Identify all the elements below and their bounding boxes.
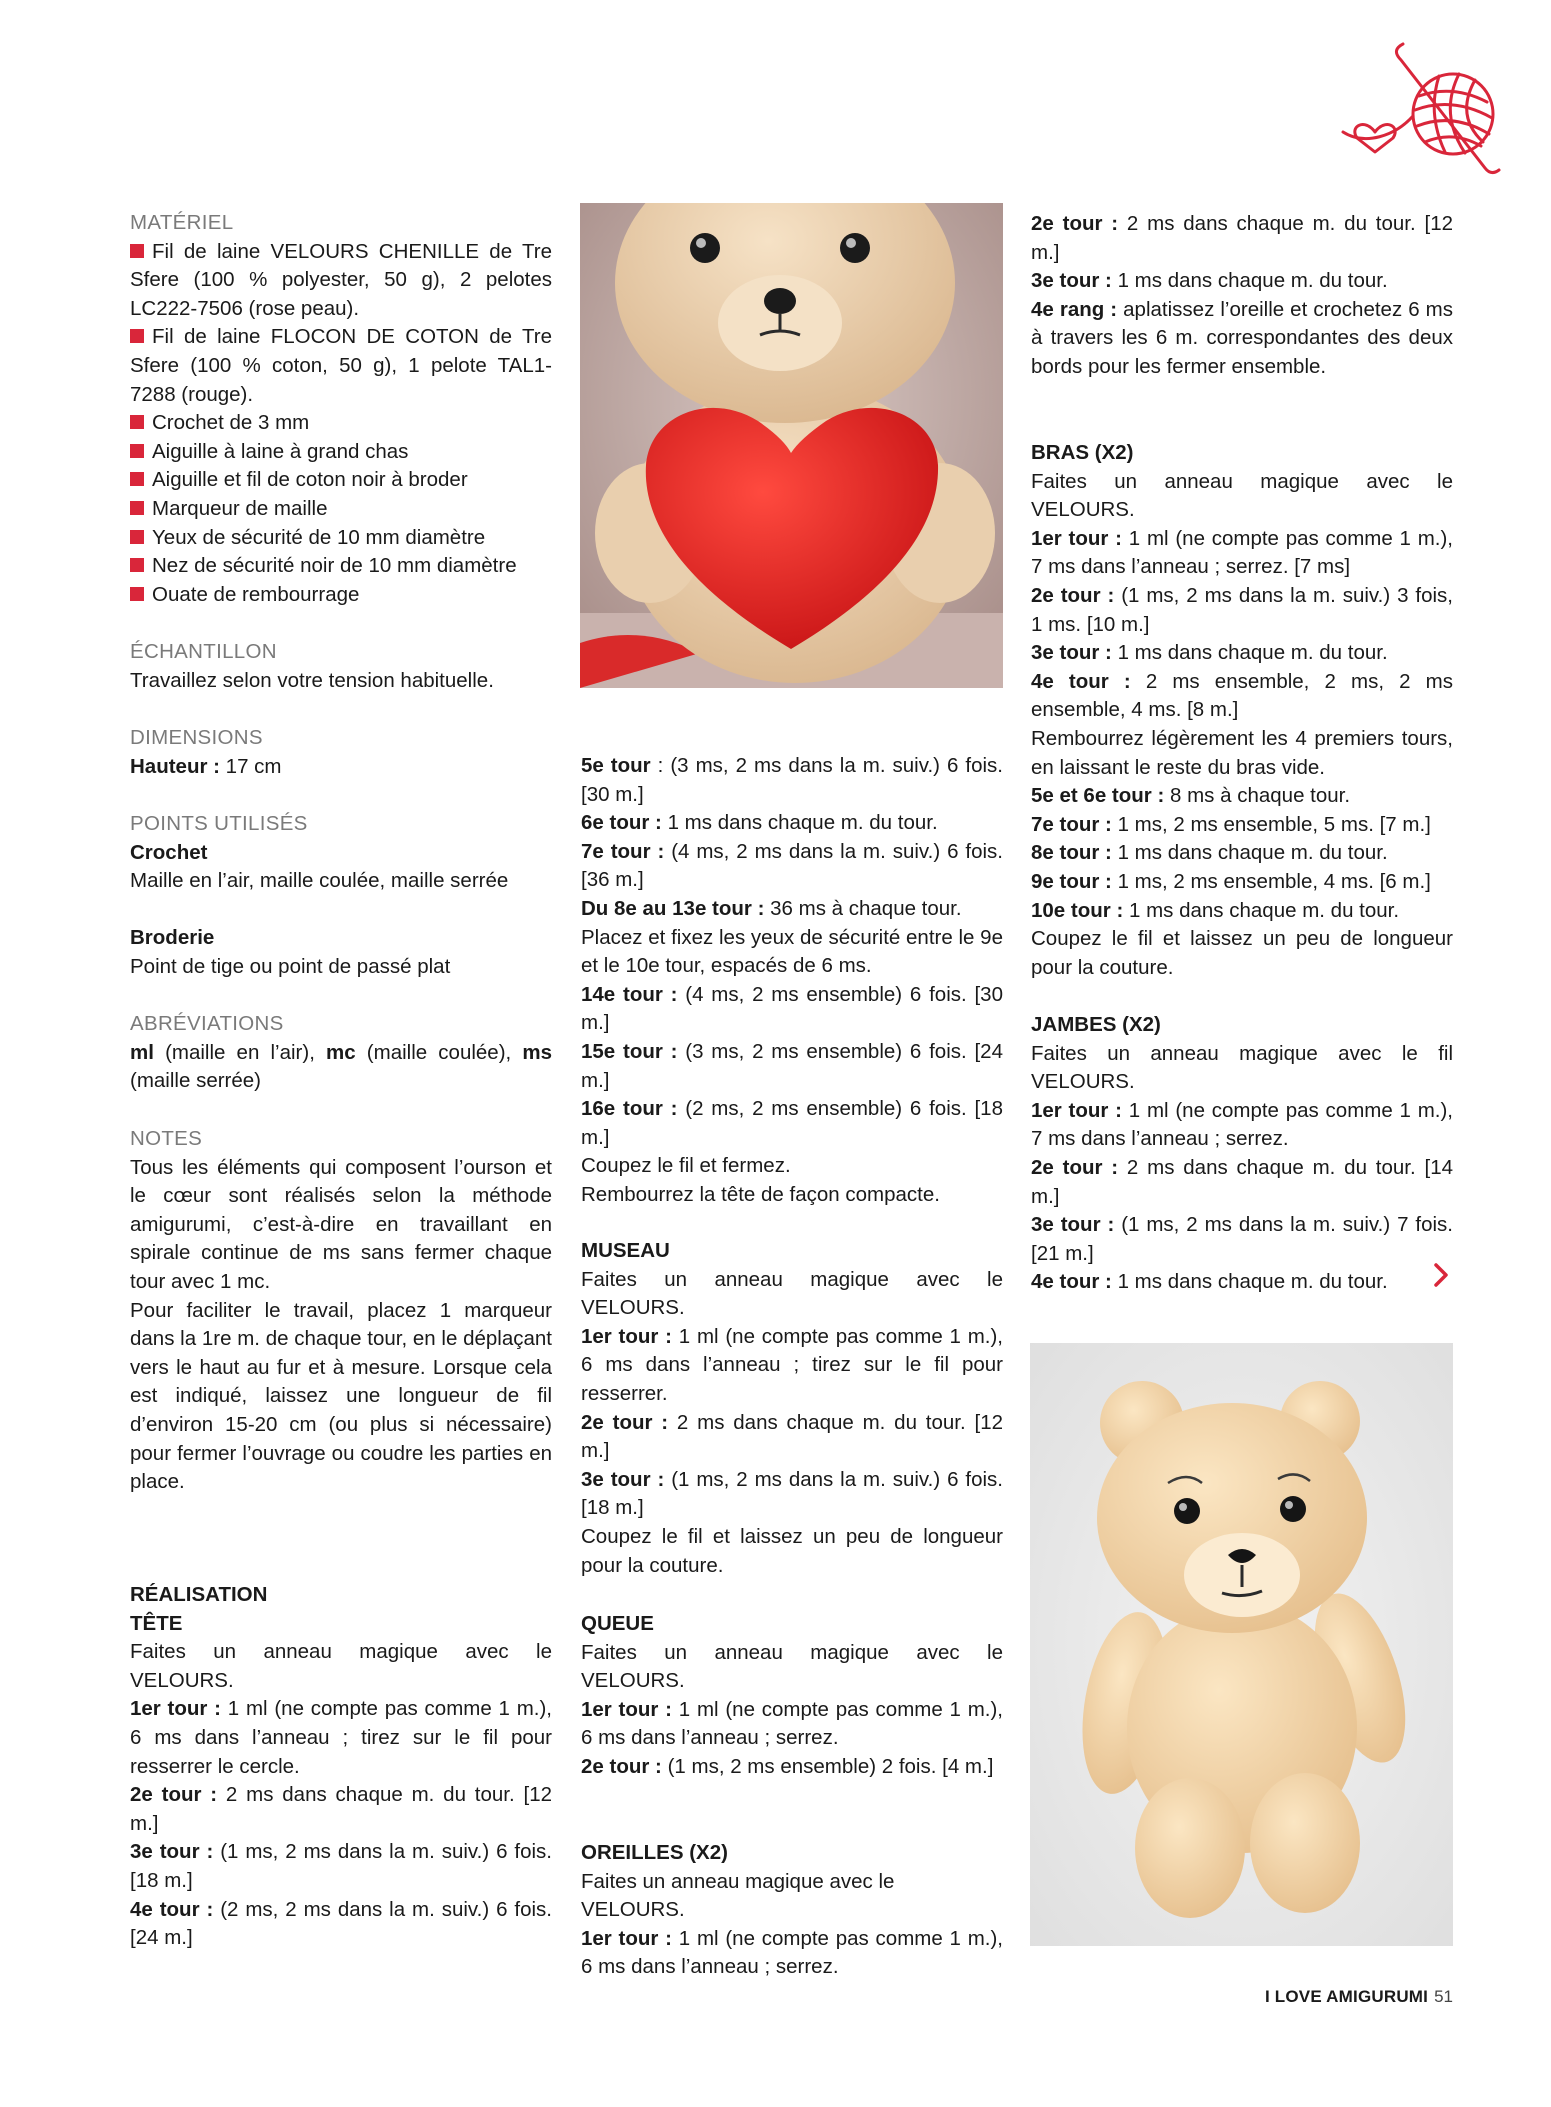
tete-row: 15e tour : (3 ms, 2 ms ensemble) 6 fois. [24 m.] [581, 1039, 1003, 1092]
bear-with-heart-photo [580, 203, 1003, 688]
magazine-name: I LOVE AMIGURUMI [1264, 1987, 1429, 2006]
notes-paragraph: Tous les éléments qui composent l’ourson et le cœur sont réalisés selon la méthode amigurumi, c’est-à-dire en travaillant en spirale continue de ms sans fermer chaque tour avec 1 mc. [130, 1155, 552, 1293]
jambes-intro: Faites un anneau magique avec le fil VELOURS. [1031, 1041, 1453, 1094]
notes-section [130, 1125, 552, 1497]
tete-row: 3e tour : (1 ms, 2 ms dans la m. suiv.) 6 fois. [18 m.] [130, 1840, 552, 1892]
materiel-item: Crochet de 3 mm [130, 409, 552, 438]
tete-row: 14e tour : (4 ms, 2 ms ensemble) 6 fois. [30 m.] [581, 982, 1003, 1035]
museau-row: 3e tour : (1 ms, 2 ms dans la m. suiv.) 6 fois. [18 m.] [581, 1467, 1003, 1520]
bras-row: 4e tour : 2 ms ensemble, 2 ms, 2 ms ensemble, 4 ms. [8 m.] [1031, 669, 1453, 722]
materiel-item: Nez de sécurité noir de 10 mm diamètre [130, 552, 552, 581]
abreviations-text: ml (maille en l’air), mc (maille coulée), ms (maille serrée) [130, 1040, 552, 1093]
square-bullet-icon [130, 587, 144, 601]
square-bullet-icon [130, 558, 144, 572]
points-section [130, 810, 552, 896]
page-footer [1265, 1987, 1453, 2007]
materiel-section [130, 209, 552, 609]
tete-row: 16e tour : (2 ms, 2 ms ensemble) 6 fois. [18 m.] [581, 1097, 1003, 1149]
echantillon-text: Travaillez selon votre tension habituelle. [130, 668, 494, 692]
bras-row: 5e et 6e tour : 8 ms à chaque tour. [1031, 784, 1351, 808]
museau-intro: Faites un anneau magique avec le VELOURS. [581, 1267, 1003, 1320]
bras-row: 2e tour : (1 ms, 2 ms dans la m. suiv.) 3 fois, 1 ms. [10 m.] [1031, 583, 1453, 636]
museau-section [581, 1237, 1003, 1580]
notes-paragraph: Pour faciliter le travail, placez 1 marqueur dans la 1re m. de chaque tour, en le déplaçant vers le haut au fur et à mesure. Lorsque cela est indiqué, laissez une longueur de fil d’environ 15-20 cm (ou plus si nécessaire) pour fermer l’ouvrage ou coudre les parties en place. [130, 1298, 552, 1494]
oreilles-section [581, 1839, 1003, 1982]
echantillon-section [130, 638, 552, 695]
broderie-label: Broderie [130, 926, 215, 949]
queue-row: 1er tour : 1 ml (ne compte pas comme 1 m.), 6 ms dans l’anneau ; serrez. [581, 1697, 1003, 1750]
oreilles-intro: Faites un anneau magique avec le VELOURS. [581, 1869, 895, 1922]
abreviations-title: ABRÉVIATIONS [130, 1012, 284, 1035]
dimensions-text: Hauteur : 17 cm [130, 754, 282, 778]
tete-row: 1er tour : 1 ml (ne compte pas comme 1 m.), 6 ms dans l’anneau ; tirez sur le fil pour resserrer le cercle. [130, 1697, 552, 1778]
realisation-title: RÉALISATION [130, 1583, 268, 1606]
tete-row: 4e tour : (2 ms, 2 ms dans la m. suiv.) 6 fois. [24 m.] [130, 1897, 552, 1950]
tete-end: Rembourrez la tête de façon compacte. [581, 1182, 940, 1206]
materiel-item: Fil de laine FLOCON DE COTON de Tre Sfere (100 % coton, 50 g), 1 pelote TAL1-7288 (rouge). [130, 325, 552, 406]
oreilles-title: OREILLES (X2) [581, 1841, 728, 1864]
oreilles-continued [1031, 210, 1453, 382]
queue-row: 2e tour : (1 ms, 2 ms ensemble) 2 fois. [4 m.] [581, 1754, 994, 1778]
materiel-item: Marqueur de maille [130, 495, 552, 524]
notes-title: NOTES [130, 1127, 203, 1150]
crochet-text: Maille en l’air, maille coulée, maille serrée [130, 869, 509, 893]
square-bullet-icon [130, 501, 144, 515]
bras-row: 7e tour : 1 ms, 2 ms ensemble, 5 ms. [7 m.] [1031, 812, 1431, 836]
jambes-row: 1er tour : 1 ml (ne compte pas comme 1 m.), 7 ms dans l’anneau ; serrez. [1031, 1098, 1453, 1151]
dimensions-title: DIMENSIONS [130, 726, 263, 749]
materiel-title: MATÉRIEL [130, 211, 234, 234]
yarn-ball-heart-icon [1335, 36, 1515, 184]
jambes-row: 4e tour : 1 ms dans chaque m. du tour. [1031, 1270, 1388, 1294]
tete-intro: Faites un anneau magique avec le VELOURS. [130, 1640, 552, 1692]
queue-section [581, 1610, 1003, 1782]
abreviations-section [130, 1010, 552, 1096]
tete-row: 5e tour : (3 ms, 2 ms dans la m. suiv.) 6 fois. [30 m.] [581, 754, 1003, 806]
tete-row: Du 8e au 13e tour : 36 ms à chaque tour. [581, 896, 962, 920]
tete-row: 7e tour : (4 ms, 2 ms dans la m. suiv.) 6 fois. [36 m.] [581, 839, 1003, 892]
square-bullet-icon [130, 472, 144, 486]
jambes-row: 3e tour : (1 ms, 2 ms dans la m. suiv.) 7 fois. [21 m.] [1031, 1213, 1453, 1265]
jambes-section [1031, 1011, 1453, 1297]
square-bullet-icon [130, 444, 144, 458]
bras-row: 10e tour : 1 ms dans chaque m. du tour. [1031, 898, 1400, 922]
tete-eyes-note: Placez et fixez les yeux de sécurité entre le 9e et le 10e tour, espacés de 6 ms. [581, 925, 1003, 978]
tete-continued [581, 752, 1003, 1210]
materiel-item: Aiguille à laine à grand chas [130, 438, 552, 467]
tete-section [130, 1581, 552, 1953]
bras-title: BRAS (X2) [1031, 441, 1134, 464]
bras-intro: Faites un anneau magique avec le VELOURS. [1031, 469, 1453, 522]
bras-end: Coupez le fil et laissez un peu de longueur pour la couture. [1031, 927, 1453, 979]
square-bullet-icon [130, 329, 144, 343]
queue-intro: Faites un anneau magique avec le VELOURS. [581, 1640, 1003, 1693]
tete-end: Coupez le fil et fermez. [581, 1154, 791, 1178]
oreilles-row: 4e rang : aplatissez l’oreille et crochetez 6 ms à travers les 6 m. correspondantes des deux bords pour les fermer ensemble. [1031, 297, 1453, 378]
bras-row: 3e tour : 1 ms dans chaque m. du tour. [1031, 641, 1388, 665]
oreilles-row: 2e tour : 2 ms dans chaque m. du tour. [12 m.] [1031, 212, 1453, 264]
museau-row: 2e tour : 2 ms dans chaque m. du tour. [12 m.] [581, 1410, 1003, 1463]
bras-row: 8e tour : 1 ms dans chaque m. du tour. [1031, 841, 1388, 865]
oreilles-row: 3e tour : 1 ms dans chaque m. du tour. [1031, 269, 1388, 293]
bras-stuff-note: Rembourrez légèrement les 4 premiers tours, en laissant le reste du bras vide. [1031, 726, 1453, 779]
broderie-text: Point de tige ou point de passé plat [130, 954, 451, 978]
finished-bear-photo [1030, 1343, 1453, 1946]
materiel-item: Ouate de rembourrage [130, 581, 552, 610]
bras-row: 1er tour : 1 ml (ne compte pas comme 1 m.), 7 ms dans l’anneau ; serrez. [7 ms] [1031, 526, 1453, 579]
dimensions-section [130, 724, 552, 781]
materiel-item: Fil de laine VELOURS CHENILLE de Tre Sfere (100 % polyester, 50 g), 2 pelotes LC222-7506 (rose peau). [130, 239, 552, 320]
echantillon-title: ÉCHANTILLON [130, 640, 277, 663]
tete-title: TÊTE [130, 1611, 183, 1635]
chevron-right-icon[interactable] [1432, 1262, 1450, 1288]
broderie-section [130, 924, 552, 981]
jambes-row: 2e tour : 2 ms dans chaque m. du tour. [14 m.] [1031, 1155, 1453, 1208]
jambes-title: JAMBES (X2) [1031, 1013, 1161, 1036]
square-bullet-icon [130, 244, 144, 258]
page-number: 51 [1434, 1987, 1453, 2006]
materiel-item: Aiguille et fil de coton noir à broder [130, 466, 552, 495]
points-title: POINTS UTILISÉS [130, 812, 308, 835]
tete-row: 6e tour : 1 ms dans chaque m. du tour. [581, 811, 938, 835]
tete-row: 2e tour : 2 ms dans chaque m. du tour. [12 m.] [130, 1783, 552, 1835]
museau-end: Coupez le fil et laissez un peu de longueur pour la couture. [581, 1524, 1003, 1577]
museau-row: 1er tour : 1 ml (ne compte pas comme 1 m.), 6 ms dans l’anneau ; tirez sur le fil pour resserrer. [581, 1324, 1003, 1405]
museau-title: MUSEAU [581, 1239, 670, 1262]
crochet-label: Crochet [130, 840, 208, 864]
queue-title: QUEUE [581, 1612, 654, 1635]
materiel-item: Yeux de sécurité de 10 mm diamètre [130, 524, 552, 553]
bras-section [1031, 439, 1453, 982]
oreilles-row: 1er tour : 1 ml (ne compte pas comme 1 m.), 6 ms dans l’anneau ; serrez. [581, 1926, 1003, 1979]
square-bullet-icon [130, 530, 144, 544]
bras-row: 9e tour : 1 ms, 2 ms ensemble, 4 ms. [6 m.] [1031, 869, 1431, 893]
square-bullet-icon [130, 415, 144, 429]
